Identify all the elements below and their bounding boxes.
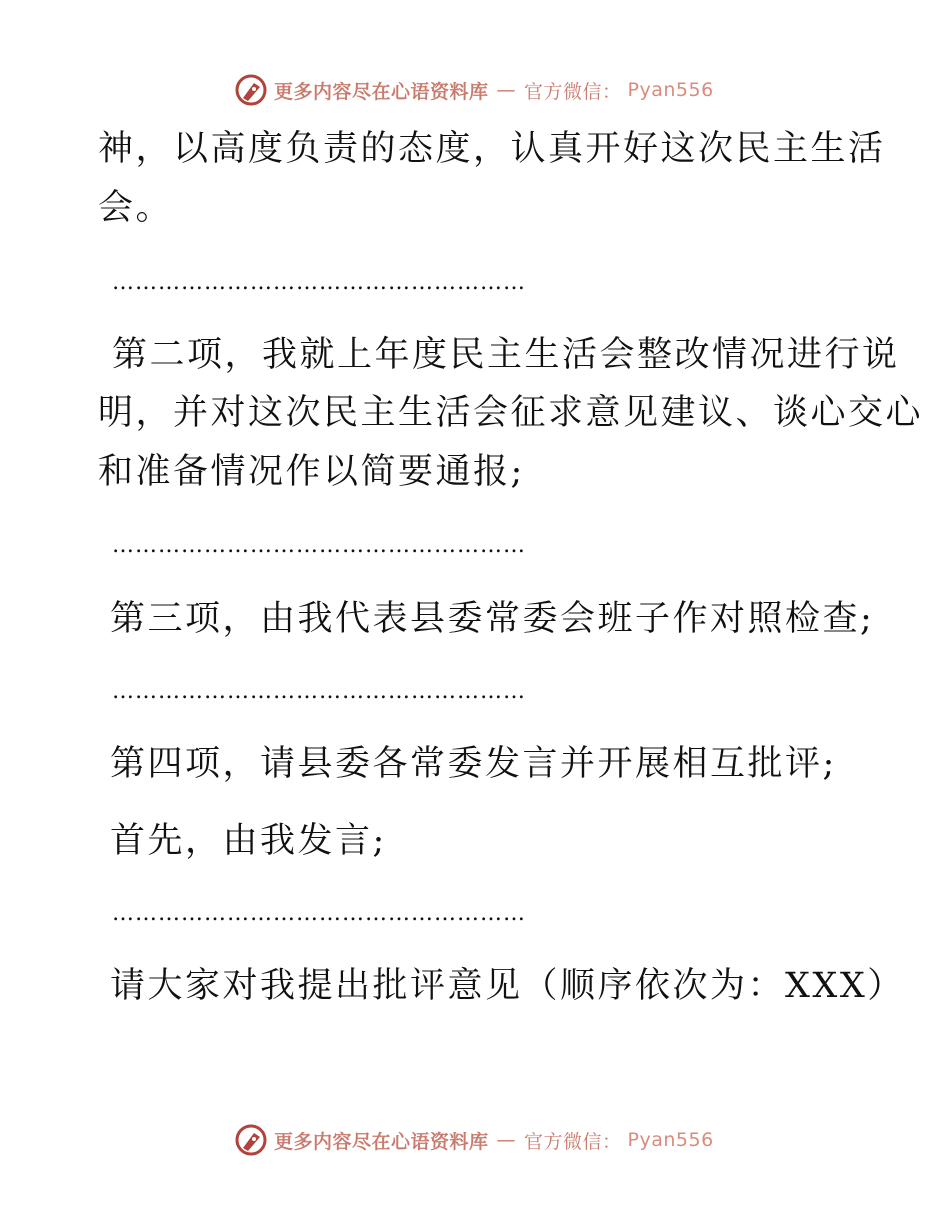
pen-nib-circle-icon (234, 1123, 268, 1157)
watermark-brand: 更多内容尽在心语资料库 (274, 1130, 489, 1153)
paragraph-2-line-2: 明，并对这次民主生活会征求意见建议、谈心交心 (98, 393, 924, 433)
paragraph-6: 请大家对我提出批评意见（顺序依次为：XXX） (110, 966, 905, 1006)
watermark-label: 官方微信： (524, 80, 622, 103)
watermark-header (234, 72, 714, 108)
ellipsis-divider-4: ……………………………………………… (112, 901, 526, 926)
pen-nib-circle-icon (234, 73, 268, 107)
watermark-footer (234, 1122, 714, 1158)
watermark-brand: 更多内容尽在心语资料库 (274, 80, 489, 103)
paragraph-2-line-3: 和准备情况作以简要通报; (98, 452, 525, 492)
paragraph-1-line-1: 神，以高度负责的态度，认真开好这次民主生活 (98, 129, 886, 169)
paragraph-4: 第四项，请县委各常委发言并开展相互批评; (110, 744, 837, 784)
paragraph-3: 第三项，由我代表县委常委会班子作对照检查; (110, 599, 875, 639)
watermark-separator: — (496, 1129, 517, 1151)
paragraph-5: 首先，由我发言; (110, 821, 387, 861)
ellipsis-divider-3: ……………………………………………… (112, 679, 526, 704)
watermark-account: Pyan556 (627, 79, 714, 101)
watermark-separator: — (496, 79, 517, 101)
ellipsis-divider-2: ……………………………………………… (112, 533, 526, 558)
watermark-label: 官方微信： (524, 1130, 622, 1153)
ellipsis-divider-1: ……………………………………………… (112, 270, 526, 295)
paragraph-2-line-1: 第二项，我就上年度民主生活会整改情况进行说 (112, 335, 900, 375)
paragraph-1-line-2: 会。 (98, 188, 174, 228)
watermark-account: Pyan556 (627, 1129, 714, 1151)
